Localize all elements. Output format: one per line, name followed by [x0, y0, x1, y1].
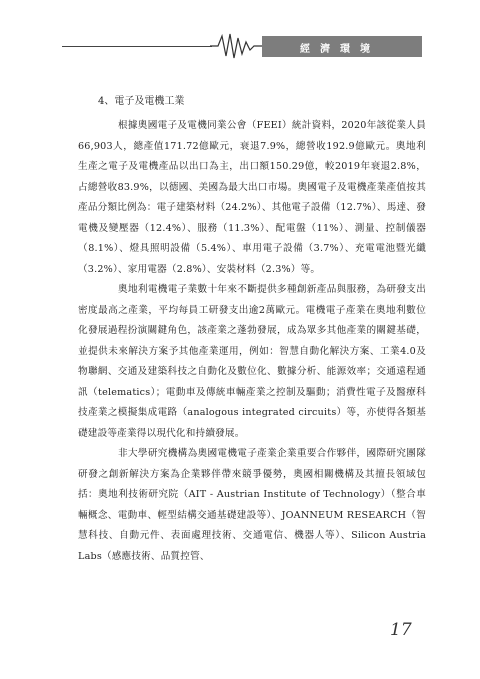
page-number: 17: [390, 620, 412, 640]
paragraph: 奧地利電機電子業數十年來不斷提供多種創新產品與服務，為研發支出密度最高之產業，平均每員工研發支出逾2萬歐元。電機電子產業在奧地利數位化發展過程扮演關鍵角色，該產業之蓬勃發展，成為眾多其他產業的關鍵基礎，並提供未來解決方案予其他產業運用，例如：智慧自動化解決方案、工業4.0及物聯網、交通及建築科技之自動化及數位化、數據分析、能源效率；交通遠程通訊（telematics）；電動車及傳統車輛產業之控制及驅動；消費性電子及醫療科技產業之模擬集成電路（analogous integrated circuits）等，亦使得各類基礎建設等產業得以現代化和持續發展。: [78, 284, 426, 439]
header-rule-left: [62, 46, 212, 47]
section-heading: 4、電子及電機工業: [98, 96, 185, 107]
main-content: [78, 92, 426, 567]
header-title: 經濟環境: [300, 44, 380, 55]
paragraph: 根據奧國電子及電機同業公會（FEEI）統計資料，2020年該從業人員66,903人，總產值171.72億歐元，衰退7.9%，總營收192.9億歐元。奧地利生產之電子及電機產品以出口為主，出口額150.29億，較2019年衰退2.8%，占總營收83.9%，以德國、美國為最大出口市場。奧國電子及電機產業產值按其產品分類比例為：電子建築材料（24.2%）、其他電子設備（12.7%）、馬達、發電機及變壓器（12.4%）、服務（11.3%）、配電盤（11%）、測量、控制儀器（8.1%）、燈具照明設備（5.4%）、車用電子設備（3.7%）、充電電池暨光纖（3.2%）、家用電器（2.8%）、安裝材料（2.3%）等。: [78, 120, 426, 275]
waveform-icon: [210, 32, 270, 60]
paragraph: 非大學研究機構為奧國電機電子產業企業重要合作夥伴，國際研究團隊研發之創新解決方案為企業夥伴帶來競爭優勢，奧國相關機構及其擅長領域包括：奧地利技術研究院（AIT - Austrian Institute of Technology）（整合車輛概念、電動車、輕型結構交通基礎建設等）、JOANNEUM RESEARCH（智慧科技、自動元件、表面處理技術、交通電信、機器人等）、Silicon Austria Labs（感應技術、品質控管、: [78, 448, 426, 562]
page-header: [0, 0, 480, 70]
